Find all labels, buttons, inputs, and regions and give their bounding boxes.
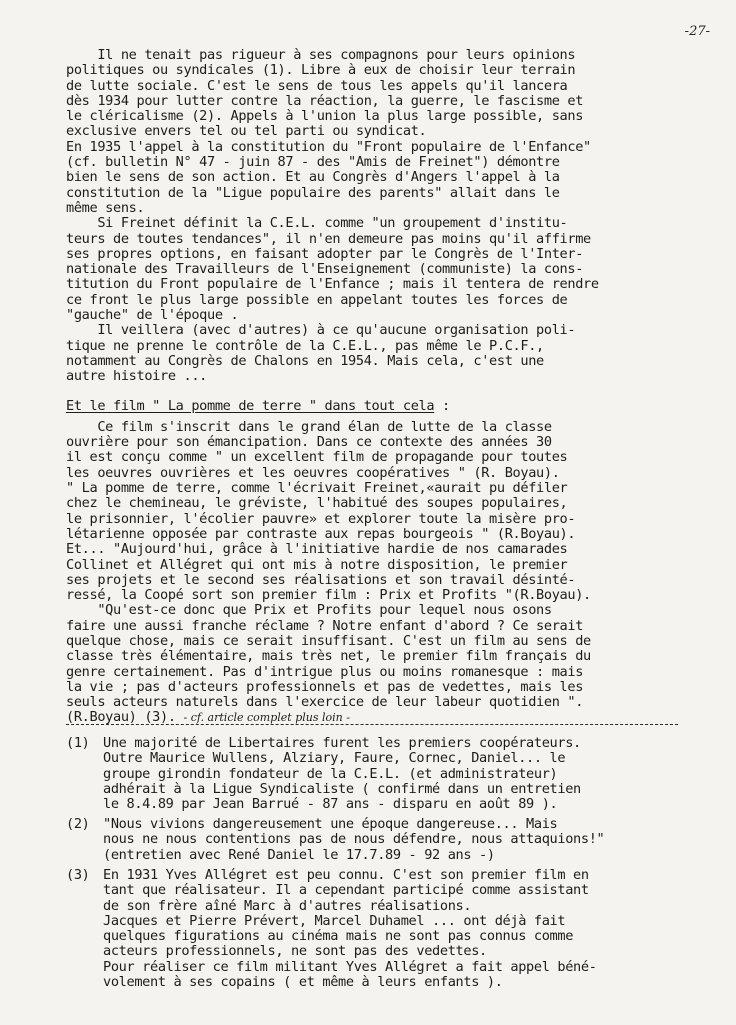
text-line: Outre Maurice Wullens, Alziary, Faure, Cornec, Daniel... le xyxy=(103,750,566,767)
text-line: groupe girondin fondateur de la C.E.L. (et administrateur) xyxy=(103,765,558,782)
text-line: de son frère aîné Marc à d'autres réalisations. xyxy=(103,897,472,914)
text-line: volement à ses copains ( et même à leurs enfants ). xyxy=(103,974,503,991)
text-line: ses projets et le second ses réalisations et son travail désinté- xyxy=(66,571,576,588)
text-line: ce front le plus large possible en appelant toutes les forces de xyxy=(66,291,568,308)
text-line: titution du Front populaire de l'Enfance ; mais il tentera de rendre xyxy=(66,276,599,293)
text-line: seuls acteurs naturels dans l'exercice de leur labeur quotidien ". xyxy=(66,694,584,711)
footnote-number: (1) xyxy=(66,735,90,751)
text-line: Collinet et Allégret qui ont mis à notre disposition, le premier xyxy=(66,556,568,573)
text-line: de lutte sociale. C'est le sens de tous les appels qu'il lancera xyxy=(66,77,568,94)
text-line: classe très élémentaire, mais très net, le premier film français du xyxy=(66,648,591,665)
text-line: ressé, la Coopé sort son premier film : Prix et Profits "(R.Boyau). xyxy=(66,587,591,604)
text-line: quelque chose, mais ce serait insuffisant. C'est un film au sens de xyxy=(66,632,591,649)
text-line: il est conçu comme " un excellent film de propagande pour toutes xyxy=(66,449,568,466)
section-heading: Et le film " La pomme de terre " dans tout cela xyxy=(66,397,435,414)
footnote-3 xyxy=(66,868,706,990)
text-line: bien le sens de son action. Et au Congrès d'Angers l'appel à la xyxy=(66,169,560,186)
section-heading-colon: : xyxy=(434,397,450,414)
text-line: Il veillera (avec d'autres) à ce qu'aucune organisation poli- xyxy=(66,322,576,339)
text-line: le 8.4.89 par Jean Barrué - 87 ans - disparu en août 89 ). xyxy=(103,796,558,813)
text-line: faire une aussi franche réclame ? Notre enfant d'abord ? Ce serait xyxy=(66,617,584,634)
text-line: Pour réaliser ce film militant Yves Allégret a fait appel béné- xyxy=(103,958,597,975)
section-body xyxy=(66,420,706,726)
text-line: létarienne opposée par contraste aux repas bourgeois " (R.Boyau). xyxy=(66,525,576,542)
text-line: tant que réalisateur. Il a cependant participé comme assistant xyxy=(103,882,589,899)
text-line: le cléricalisme (2). Appels à l'union la plus large possible, sans xyxy=(66,108,584,125)
text-line: ses propres options, en faisant adopter par le Congrès de l'Inter- xyxy=(66,245,584,262)
footnote-number: (2) xyxy=(66,816,90,832)
text-line: Jacques et Pierre Prévert, Marcel Duhamel ... ont déjà fait xyxy=(103,912,566,929)
text-line: dès 1934 pour lutter contre la réaction, la guerre, le fascisme et xyxy=(66,92,584,109)
text-line: ouvrière pour son émancipation. Dans ce contexte des années 30 xyxy=(66,434,552,451)
text-line: la vie ; pas d'acteurs professionnels et pas de vedettes, mais les xyxy=(66,678,584,695)
text-line: les oeuvres ouvrières et les oeuvres coopératives " (R. Boyau). xyxy=(66,464,560,481)
text-line: le prisonnier, l'écolier pauvre» et explorer toute la misère pro- xyxy=(66,510,576,527)
text-line: " La pomme de terre, comme l'écrivait Freinet,«aurait pu défiler xyxy=(66,480,568,497)
footnote-2 xyxy=(66,817,706,863)
text-line: même sens. xyxy=(66,199,145,216)
handwritten-note: - cf. article complet plus loin - xyxy=(183,711,350,725)
paragraph-3 xyxy=(66,323,706,384)
text-line: exclusive envers tel ou tel parti ou syndicat. xyxy=(66,123,427,140)
text-line: En 1935 l'appel à la constitution du "Front populaire de l'Enfance" xyxy=(66,138,591,155)
text-line: Il ne tenait pas rigueur à ses compagnons pour leurs opinions xyxy=(66,47,576,63)
text-line: genre certainement. Pas d'intrigue plus ou moins romanesque : mais xyxy=(66,663,584,680)
text-line: nationale des Travailleurs de l'Enseignement (communiste) la cons- xyxy=(66,261,584,278)
footnote-number: (3) xyxy=(66,867,90,883)
text-line: "Nous vivions dangereusement une époque dangereuse... Mais xyxy=(103,816,558,832)
main-text xyxy=(66,48,706,726)
paragraph-2 xyxy=(66,216,706,323)
text-line: Une majorité de Libertaires furent les premiers coopérateurs. xyxy=(103,735,581,751)
footnote-divider xyxy=(66,724,678,725)
text-line: notamment au Congrès de Chalons en 1954. Mais cela, c'est une xyxy=(66,352,544,369)
page-number: -27- xyxy=(684,24,710,39)
text-line: autre histoire ... xyxy=(66,368,208,385)
footnote-body xyxy=(103,817,706,863)
text-line: Ce film s'inscrit dans le grand élan de lutte de la classe xyxy=(66,418,552,435)
section-heading-line xyxy=(66,399,706,414)
text-line: (cf. bulletin N° 47 - juin 87 - des "Amis de Freinet") démontre xyxy=(66,154,560,171)
text-line: politiques ou syndicales (1). Libre à eux de choisir leur terrain xyxy=(66,62,576,79)
text-line: teurs de toutes tendances", il n'en demeure pas moins qu'il affirme xyxy=(66,230,591,247)
paragraph-1 xyxy=(66,48,706,216)
text-line: "gauche" de l'époque . xyxy=(66,307,239,324)
footnote-body xyxy=(103,868,706,990)
text-line: "Qu'est-ce donc que Prix et Profits pour lequel nous osons xyxy=(66,602,552,619)
text-line: (entretien avec René Daniel le 17.7.89 - 92 ans -) xyxy=(103,846,495,863)
footnote-body xyxy=(103,736,706,812)
text-line: tique ne prenne le contrôle de la C.E.L., pas même le P.C.F., xyxy=(66,337,544,354)
text-line: constitution de la "Ligue populaire des parents" allait dans le xyxy=(66,184,560,201)
citation-text: (R.Boyau) (3). xyxy=(66,709,184,726)
text-line: Et... "Aujourd'hui, grâce à l'initiative hardie de nos camarades xyxy=(66,541,568,558)
text-line: Si Freinet définit la C.E.L. comme "un groupement d'institu- xyxy=(66,215,568,232)
text-line: acteurs professionnels, ne sont pas des vedettes. xyxy=(103,943,487,960)
text-line: En 1931 Yves Allégret est peu connu. C'est son premier film en xyxy=(103,867,589,883)
text-line: nous ne nous contentions pas de nous défendre, nous attaquions!" xyxy=(103,831,605,848)
text-line: chez le chemineau, le gréviste, l'habitué des soupes populaires, xyxy=(66,495,568,512)
footnote-1 xyxy=(66,736,706,812)
text-line: adhérait à la Ligue Syndicaliste ( confirmé dans un entretien xyxy=(103,780,581,797)
text-line: quelques figurations au cinéma mais ne sont pas connus comme xyxy=(103,928,574,945)
